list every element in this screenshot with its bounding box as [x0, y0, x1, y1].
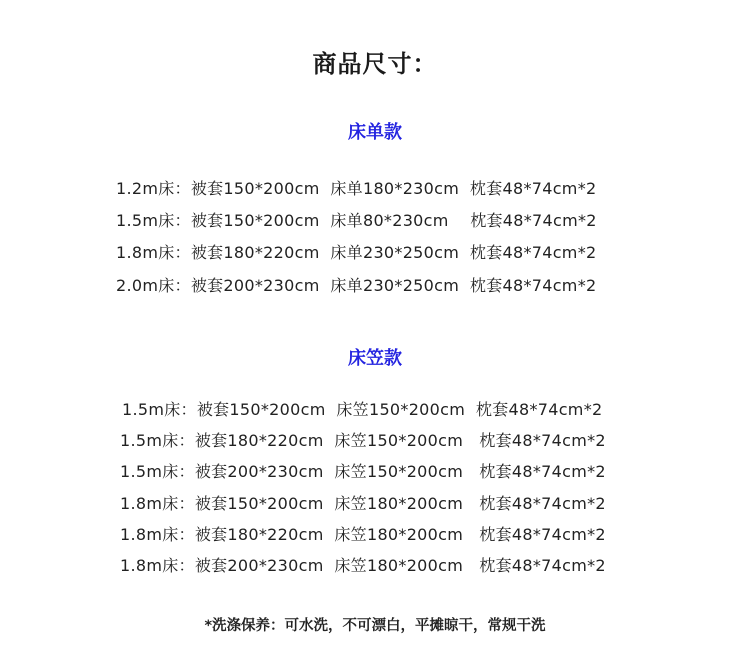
fitted-size-row: 1.5m床：被套180*220cm 床笠150*200cm 枕套48*74cm*2 — [120, 431, 606, 450]
sheet-size-row: 1.2m床：被套150*200cm 床单180*230cm 枕套48*74cm*2 — [116, 179, 597, 198]
care-instructions: *洗涤保养：可水洗，不可漂白，平摊晾干，常规干洗 — [204, 618, 546, 634]
sheet-section-title: 床单款 — [348, 122, 402, 143]
fitted-size-row: 1.8m床：被套200*230cm 床笠180*200cm 枕套48*74cm*2 — [120, 556, 606, 575]
sheet-size-row: 2.0m床：被套200*230cm 床单230*250cm 枕套48*74cm*2 — [116, 276, 597, 295]
fitted-size-row: 1.8m床：被套150*200cm 床笠180*200cm 枕套48*74cm*2 — [120, 494, 606, 513]
sheet-size-row: 1.5m床：被套150*200cm 床单80*230cm 枕套48*74cm*2 — [116, 211, 597, 230]
fitted-section-title: 床笠款 — [348, 348, 402, 369]
fitted-size-row: 1.8m床：被套180*220cm 床笠180*200cm 枕套48*74cm*2 — [120, 525, 606, 544]
fitted-size-row: 1.5m床：被套200*230cm 床笠150*200cm 枕套48*74cm*2 — [120, 462, 606, 481]
page-title: 商品尺寸： — [312, 50, 438, 78]
sheet-size-row: 1.8m床：被套180*220cm 床单230*250cm 枕套48*74cm*2 — [116, 243, 597, 262]
fitted-size-row: 1.5m床：被套150*200cm 床笠150*200cm 枕套48*74cm*2 — [122, 400, 603, 419]
